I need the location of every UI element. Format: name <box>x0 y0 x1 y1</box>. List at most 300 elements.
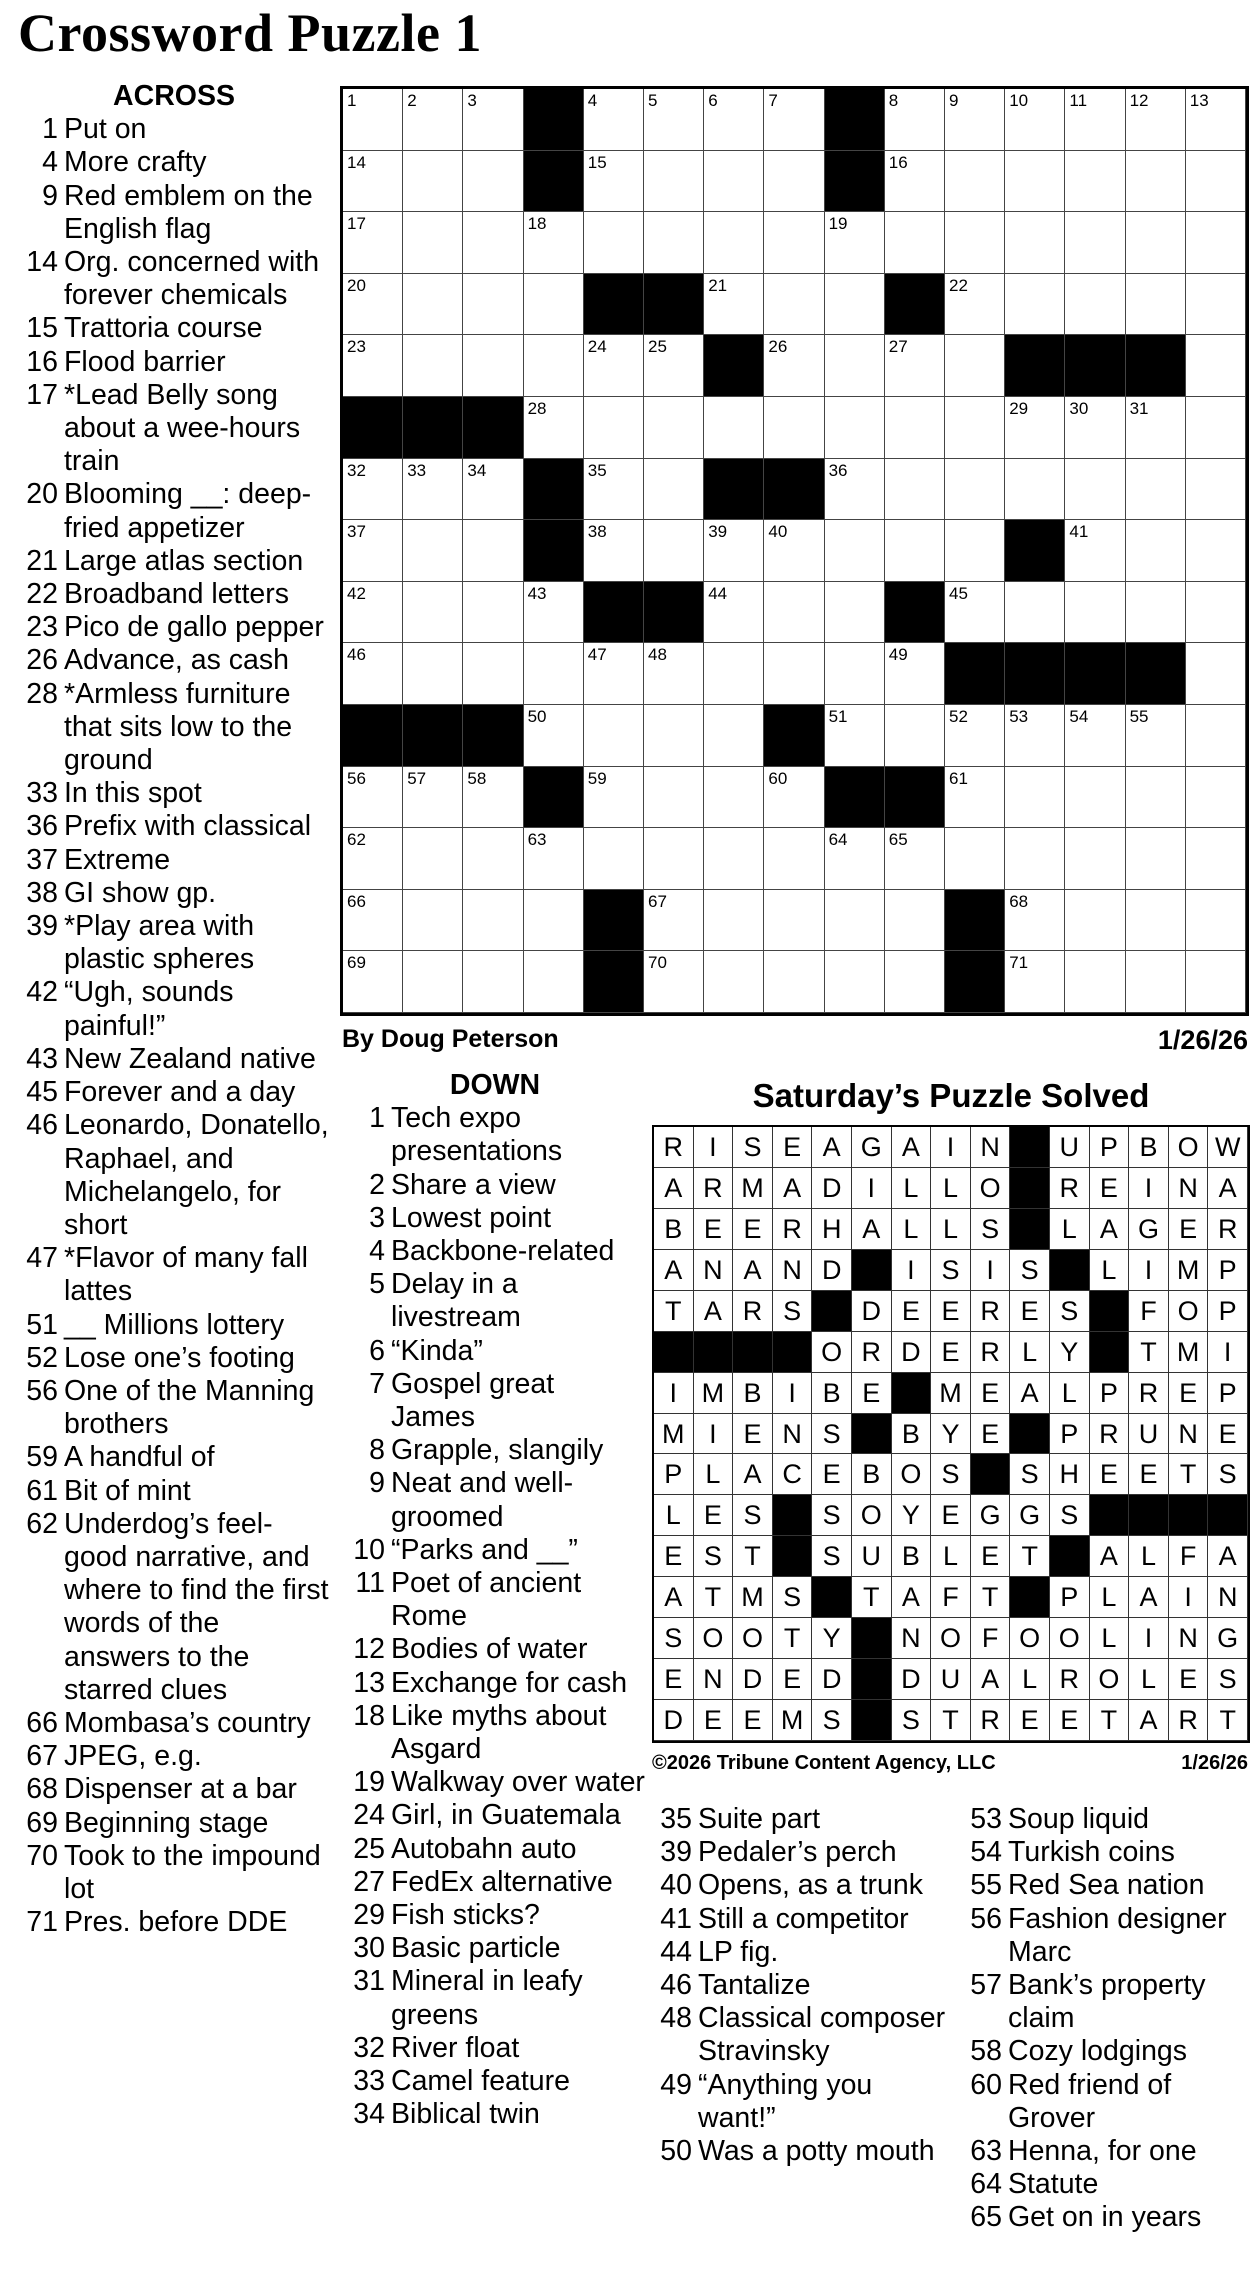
grid-cell[interactable] <box>1005 582 1065 644</box>
grid-cell[interactable] <box>764 828 824 890</box>
grid-cell[interactable] <box>945 520 1005 582</box>
solution-letter: S <box>694 1536 734 1577</box>
grid-cell[interactable] <box>885 705 945 767</box>
black-square <box>1126 643 1186 705</box>
grid-cell[interactable] <box>584 520 644 582</box>
grid-cell[interactable] <box>1126 582 1186 644</box>
grid-cell[interactable] <box>1065 212 1125 274</box>
grid-cell[interactable] <box>403 335 463 397</box>
clue-item <box>345 1102 645 1168</box>
solution-black-square <box>773 1332 813 1373</box>
clue-number: 4 <box>42 146 58 179</box>
grid-cell[interactable] <box>524 705 584 767</box>
grid-cell[interactable] <box>945 705 1005 767</box>
grid-cell[interactable] <box>403 890 463 952</box>
grid-cell[interactable] <box>644 89 704 151</box>
grid-cell[interactable] <box>764 582 824 644</box>
clue-item <box>18 146 330 179</box>
grid-cell[interactable] <box>463 520 523 582</box>
grid-cell[interactable] <box>343 335 403 397</box>
clue-text: “Ugh, sounds painful!” <box>64 976 234 1042</box>
clue-item <box>345 1368 645 1434</box>
grid-cell[interactable] <box>945 89 1005 151</box>
cell-number: 11 <box>1069 91 1088 110</box>
grid-cell[interactable] <box>764 212 824 274</box>
clue-number: 25 <box>353 1832 385 1865</box>
grid-cell[interactable] <box>825 643 885 705</box>
grid-cell[interactable] <box>764 274 824 336</box>
grid-cell[interactable] <box>403 767 463 829</box>
grid-cell[interactable] <box>1005 459 1065 521</box>
solution-letter: D <box>812 1659 852 1700</box>
grid-cell[interactable] <box>1126 767 1186 829</box>
grid-cell[interactable] <box>1186 89 1246 151</box>
grid-cell[interactable] <box>704 582 764 644</box>
grid-cell[interactable] <box>463 643 523 705</box>
grid-cell[interactable] <box>704 890 764 952</box>
cell-number: 52 <box>949 707 968 726</box>
grid-cell[interactable] <box>584 397 644 459</box>
black-square <box>524 767 584 829</box>
grid-cell[interactable] <box>343 520 403 582</box>
grid-cell[interactable] <box>945 582 1005 644</box>
grid-cell[interactable] <box>704 212 764 274</box>
solution-letter: P <box>1050 1414 1090 1455</box>
cell-number: 67 <box>648 891 667 911</box>
clue-text: Delay in a livestream <box>391 1268 521 1334</box>
grid-cell[interactable] <box>825 397 885 459</box>
clue-item <box>18 1906 330 1939</box>
grid-cell[interactable] <box>1186 397 1246 459</box>
grid-cell[interactable] <box>945 397 1005 459</box>
grid-cell[interactable] <box>463 890 523 952</box>
grid-cell[interactable] <box>403 951 463 1013</box>
grid-cell[interactable] <box>945 767 1005 829</box>
grid-cell[interactable] <box>1065 767 1125 829</box>
clue-item <box>18 910 330 976</box>
grid-cell[interactable] <box>885 335 945 397</box>
grid-cell[interactable] <box>524 212 584 274</box>
clue-number: 39 <box>26 910 58 943</box>
cell-number: 26 <box>768 337 788 357</box>
grid-cell[interactable] <box>1126 274 1186 336</box>
solution-letter: U <box>931 1659 971 1700</box>
grid-cell[interactable] <box>885 828 945 890</box>
grid-cell[interactable] <box>1005 951 1065 1013</box>
grid-cell[interactable] <box>1186 335 1246 397</box>
clue-text: Opens, as a trunk <box>698 1869 923 1902</box>
grid-cell[interactable] <box>584 212 644 274</box>
grid-cell[interactable] <box>463 459 523 521</box>
grid-cell[interactable] <box>1186 520 1246 582</box>
solution-black-square <box>892 1373 932 1414</box>
black-square <box>1005 520 1065 582</box>
grid-cell[interactable] <box>524 274 584 336</box>
grid-cell[interactable] <box>764 335 824 397</box>
clue-number: 20 <box>26 478 58 511</box>
solution-letter: O <box>812 1332 852 1373</box>
grid-cell[interactable] <box>343 212 403 274</box>
grid-cell[interactable] <box>1005 89 1065 151</box>
clue-text: Share a view <box>391 1168 556 1201</box>
solution-letter: S <box>773 1577 813 1618</box>
clue-number: 37 <box>26 843 58 876</box>
solution-letter: A <box>812 1127 852 1168</box>
cell-number: 41 <box>1069 522 1089 542</box>
grid-cell[interactable] <box>764 89 824 151</box>
grid-cell[interactable] <box>463 951 523 1013</box>
grid-cell[interactable] <box>764 643 824 705</box>
grid-cell[interactable] <box>1005 890 1065 952</box>
clue-text: Put on <box>64 113 147 146</box>
grid-cell[interactable] <box>1065 151 1125 213</box>
grid-cell[interactable] <box>343 459 403 521</box>
grid-cell[interactable] <box>403 151 463 213</box>
grid-cell[interactable] <box>885 212 945 274</box>
grid-cell[interactable] <box>343 951 403 1013</box>
grid-cell[interactable] <box>1126 89 1186 151</box>
grid-cell[interactable] <box>644 951 704 1013</box>
grid-cell[interactable] <box>1065 89 1125 151</box>
grid-cell[interactable] <box>343 89 403 151</box>
down-clues <box>345 1069 645 2132</box>
solution-black-square <box>812 1577 852 1618</box>
solution-letter: T <box>654 1291 694 1332</box>
grid-cell[interactable] <box>1186 212 1246 274</box>
solution-letter: E <box>931 1495 971 1536</box>
solution-black-square <box>1010 1209 1050 1250</box>
grid-cell[interactable] <box>825 335 885 397</box>
cell-number: 38 <box>587 522 607 542</box>
grid-cell[interactable] <box>584 89 644 151</box>
grid-cell[interactable] <box>584 335 644 397</box>
grid-cell[interactable] <box>1065 582 1125 644</box>
solution-black-square <box>654 1332 694 1373</box>
grid-cell[interactable] <box>945 274 1005 336</box>
grid-cell[interactable] <box>644 767 704 829</box>
grid-cell[interactable] <box>644 335 704 397</box>
grid-cell[interactable] <box>644 151 704 213</box>
grid-cell[interactable] <box>1005 828 1065 890</box>
grid-cell[interactable] <box>704 705 764 767</box>
clue-text: Dispenser at a bar <box>64 1773 297 1806</box>
grid-cell[interactable] <box>463 89 523 151</box>
clue-number: 21 <box>26 544 58 577</box>
solution-letter: P <box>1090 1373 1130 1414</box>
solution-letter: L <box>1090 1250 1130 1291</box>
grid-cell[interactable] <box>764 151 824 213</box>
grid-cell[interactable] <box>584 459 644 521</box>
grid-cell[interactable] <box>885 520 945 582</box>
grid-cell[interactable] <box>1186 582 1246 644</box>
grid-cell[interactable] <box>343 767 403 829</box>
grid-cell[interactable] <box>825 582 885 644</box>
clue-item <box>18 810 330 843</box>
clue-text: Large atlas section <box>64 544 304 577</box>
clue-number: 11 <box>355 1567 385 1600</box>
cell-number: 3 <box>467 91 477 110</box>
grid-cell[interactable] <box>524 643 584 705</box>
grid-cell[interactable] <box>1126 520 1186 582</box>
grid-cell[interactable] <box>1065 705 1125 767</box>
grid-cell[interactable] <box>1005 397 1065 459</box>
solution-letter: G <box>852 1127 892 1168</box>
clue-text: Backbone-related <box>391 1235 615 1268</box>
grid-cell[interactable] <box>463 828 523 890</box>
grid-cell[interactable] <box>885 89 945 151</box>
grid-cell[interactable] <box>343 582 403 644</box>
grid-cell[interactable] <box>885 890 945 952</box>
grid-cell[interactable] <box>1126 951 1186 1013</box>
clue-item <box>18 1076 330 1109</box>
grid-cell[interactable] <box>1065 274 1125 336</box>
grid-cell[interactable] <box>1186 767 1246 829</box>
grid-cell[interactable] <box>463 767 523 829</box>
grid-cell[interactable] <box>463 212 523 274</box>
grid-cell[interactable] <box>704 274 764 336</box>
grid-cell[interactable] <box>885 643 945 705</box>
solution-black-square <box>1169 1495 1209 1536</box>
clue-text: One of the Manning brothers <box>64 1374 315 1441</box>
clue-number: 47 <box>26 1242 58 1275</box>
clue-number: 26 <box>26 644 58 677</box>
grid-cell[interactable] <box>1065 520 1125 582</box>
grid-cell[interactable] <box>885 459 945 521</box>
grid-cell[interactable] <box>644 705 704 767</box>
cell-number: 7 <box>768 91 778 110</box>
solution-letter: M <box>694 1373 734 1414</box>
clue-text: Bodies of water <box>391 1633 588 1666</box>
grid-cell[interactable] <box>1065 951 1125 1013</box>
solution-letter: R <box>1050 1168 1090 1209</box>
grid-cell[interactable] <box>1126 397 1186 459</box>
grid-cell[interactable] <box>825 890 885 952</box>
clue-item <box>18 1773 330 1806</box>
grid-cell[interactable] <box>764 890 824 952</box>
clue-number: 1 <box>42 113 58 146</box>
grid-cell[interactable] <box>524 890 584 952</box>
clue-number: 36 <box>26 810 58 843</box>
copyright: ©2026 Tribune Content Agency, LLC <box>652 1752 996 1774</box>
grid-cell[interactable] <box>463 274 523 336</box>
grid-cell[interactable] <box>1126 890 1186 952</box>
clue-number: 2 <box>369 1168 385 1201</box>
grid-cell[interactable] <box>343 643 403 705</box>
cell-number: 20 <box>347 275 366 295</box>
clue-number: 49 <box>660 2068 692 2101</box>
grid-cell[interactable] <box>825 951 885 1013</box>
black-square <box>945 890 1005 952</box>
grid-cell[interactable] <box>644 397 704 459</box>
grid-cell[interactable] <box>1005 767 1065 829</box>
solution-letter: E <box>971 1373 1011 1414</box>
cell-number: 30 <box>1069 399 1089 418</box>
grid-cell[interactable] <box>1186 705 1246 767</box>
solution-black-square <box>852 1700 892 1741</box>
solution-letter: F <box>971 1618 1011 1659</box>
grid-cell[interactable] <box>1065 459 1125 521</box>
grid-cell[interactable] <box>704 643 764 705</box>
cell-number: 32 <box>347 460 366 480</box>
grid-cell[interactable] <box>825 705 885 767</box>
grid-cell[interactable] <box>945 335 1005 397</box>
grid-cell[interactable] <box>524 335 584 397</box>
grid-cell[interactable] <box>945 828 1005 890</box>
solution-letter: Y <box>892 1495 932 1536</box>
crossword-grid <box>340 86 1249 1016</box>
solution-letter: E <box>1169 1659 1209 1700</box>
solution-letter: S <box>1050 1291 1090 1332</box>
clue-text: Suite part <box>698 1803 820 1835</box>
grid-cell[interactable] <box>945 459 1005 521</box>
grid-cell[interactable] <box>1005 705 1065 767</box>
solution-letter: R <box>1208 1209 1248 1250</box>
clue-number: 30 <box>353 1932 385 1965</box>
clue-item <box>18 1043 330 1076</box>
grid-cell[interactable] <box>704 951 764 1013</box>
grid-cell[interactable] <box>704 767 764 829</box>
grid-cell[interactable] <box>1126 828 1186 890</box>
grid-cell[interactable] <box>463 151 523 213</box>
solution-letter: S <box>733 1127 773 1168</box>
grid-cell[interactable] <box>343 828 403 890</box>
grid-cell[interactable] <box>764 397 824 459</box>
grid-cell[interactable] <box>764 767 824 829</box>
grid-cell[interactable] <box>1186 459 1246 521</box>
cell-number: 48 <box>648 645 667 665</box>
grid-cell[interactable] <box>403 520 463 582</box>
cell-number: 63 <box>527 830 547 850</box>
grid-cell[interactable] <box>885 951 945 1013</box>
grid-cell[interactable] <box>1126 705 1186 767</box>
black-square <box>584 951 644 1013</box>
grid-cell[interactable] <box>463 582 523 644</box>
grid-cell[interactable] <box>584 705 644 767</box>
grid-cell[interactable] <box>1005 274 1065 336</box>
grid-cell[interactable] <box>1186 828 1246 890</box>
grid-cell[interactable] <box>524 828 584 890</box>
grid-cell[interactable] <box>644 212 704 274</box>
grid-cell[interactable] <box>343 151 403 213</box>
grid-cell[interactable] <box>885 151 945 213</box>
grid-cell[interactable] <box>1186 643 1246 705</box>
down-heading: DOWN <box>449 1069 541 1101</box>
grid-cell[interactable] <box>704 397 764 459</box>
grid-cell[interactable] <box>524 951 584 1013</box>
grid-cell[interactable] <box>463 335 523 397</box>
clue-item <box>18 877 330 910</box>
grid-cell[interactable] <box>945 151 1005 213</box>
grid-cell[interactable] <box>403 89 463 151</box>
clue-number: 23 <box>26 611 58 644</box>
clue-text: JPEG, e.g. <box>64 1740 202 1773</box>
clue-number: 16 <box>26 345 58 378</box>
clue-item <box>18 1707 330 1740</box>
clue-text: Cozy lodgings <box>1008 2035 1188 2068</box>
grid-cell[interactable] <box>764 951 824 1013</box>
grid-cell[interactable] <box>1005 151 1065 213</box>
solution-letter: E <box>931 1291 971 1332</box>
grid-cell[interactable] <box>584 828 644 890</box>
clue-number: 65 <box>970 2201 1002 2234</box>
grid-cell[interactable] <box>403 459 463 521</box>
solution-letter: L <box>1050 1373 1090 1414</box>
grid-cell[interactable] <box>704 520 764 582</box>
grid-cell[interactable] <box>644 459 704 521</box>
grid-cell[interactable] <box>644 520 704 582</box>
grid-cell[interactable] <box>403 643 463 705</box>
clue-number: 51 <box>26 1308 58 1341</box>
grid-cell[interactable] <box>825 828 885 890</box>
grid-cell[interactable] <box>1065 397 1125 459</box>
grid-cell[interactable] <box>584 767 644 829</box>
grid-cell[interactable] <box>704 828 764 890</box>
clue-item <box>18 312 330 345</box>
solution-letter: R <box>773 1209 813 1250</box>
solution-letter: A <box>892 1577 932 1618</box>
grid-cell[interactable] <box>403 582 463 644</box>
clue-text: Org. concerned with forever chemicals <box>64 246 320 312</box>
grid-cell[interactable] <box>1126 212 1186 274</box>
solution-letter: M <box>1169 1250 1209 1291</box>
cell-number: 6 <box>708 91 718 110</box>
clue-item <box>18 976 330 1042</box>
grid-cell[interactable] <box>1186 151 1246 213</box>
grid-cell[interactable] <box>403 274 463 336</box>
grid-cell[interactable] <box>1186 951 1246 1013</box>
grid-cell[interactable] <box>825 274 885 336</box>
solution-letter: E <box>1050 1700 1090 1741</box>
grid-cell[interactable] <box>1126 459 1186 521</box>
grid-cell[interactable] <box>885 397 945 459</box>
grid-cell[interactable] <box>524 582 584 644</box>
grid-cell[interactable] <box>403 212 463 274</box>
grid-cell[interactable] <box>644 828 704 890</box>
grid-cell[interactable] <box>704 151 764 213</box>
grid-cell[interactable] <box>403 828 463 890</box>
solution-letter: W <box>1208 1127 1248 1168</box>
grid-cell[interactable] <box>1065 828 1125 890</box>
grid-cell[interactable] <box>1186 890 1246 952</box>
clue-number: 46 <box>660 1969 692 2002</box>
grid-cell[interactable] <box>825 459 885 521</box>
grid-cell[interactable] <box>1186 274 1246 336</box>
grid-cell[interactable] <box>644 890 704 952</box>
clue-number: 12 <box>353 1633 385 1666</box>
grid-cell[interactable] <box>524 397 584 459</box>
grid-cell[interactable] <box>584 643 644 705</box>
solution-letter: A <box>773 1168 813 1209</box>
clue-item <box>962 1836 1252 1869</box>
grid-cell[interactable] <box>825 212 885 274</box>
grid-cell[interactable] <box>764 520 824 582</box>
clue-item <box>345 1633 645 1666</box>
grid-cell[interactable] <box>644 643 704 705</box>
clue-text: “Anything you want!” <box>698 2068 873 2134</box>
grid-cell[interactable] <box>1065 890 1125 952</box>
grid-cell[interactable] <box>1005 212 1065 274</box>
grid-cell[interactable] <box>825 520 885 582</box>
grid-cell[interactable] <box>1126 151 1186 213</box>
grid-cell[interactable] <box>704 89 764 151</box>
grid-cell[interactable] <box>584 151 644 213</box>
clue-number: 56 <box>26 1374 58 1407</box>
grid-cell[interactable] <box>343 890 403 952</box>
grid-cell[interactable] <box>945 212 1005 274</box>
solution-black-square <box>852 1250 892 1291</box>
solution-letter: H <box>1050 1454 1090 1495</box>
grid-cell[interactable] <box>343 274 403 336</box>
